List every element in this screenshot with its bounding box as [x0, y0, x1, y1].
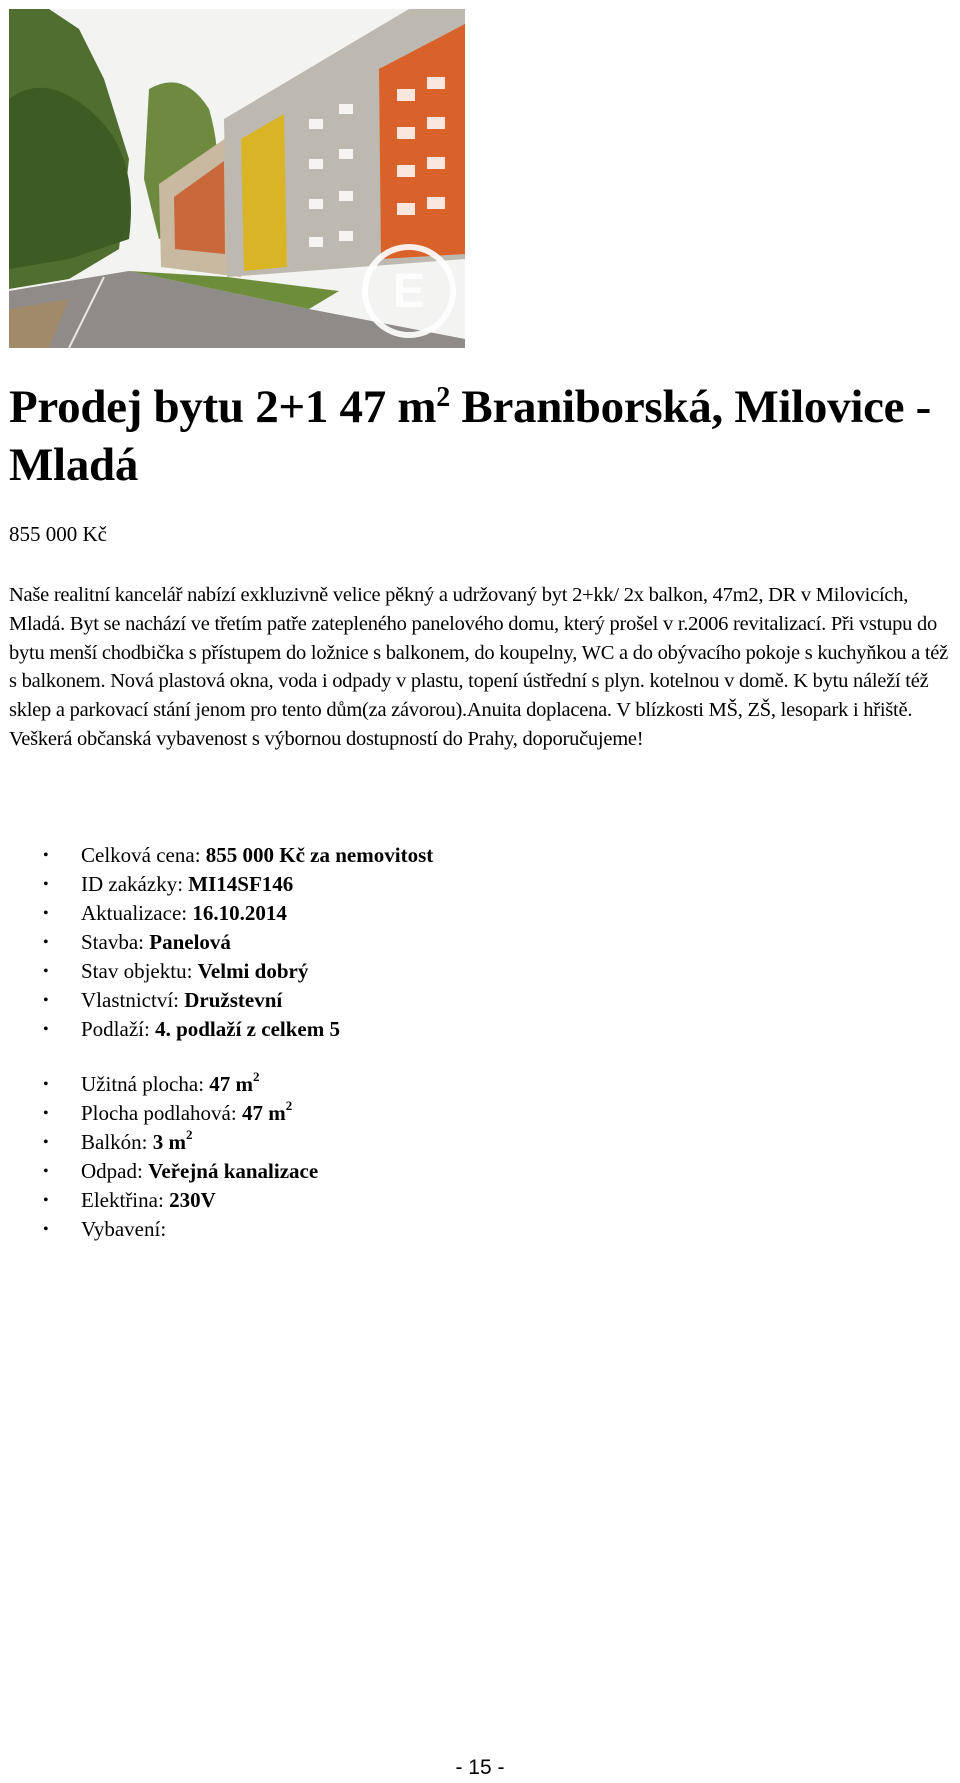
detail-label: Užitná plocha: — [81, 1072, 210, 1096]
detail-item — [0, 1099, 318, 1128]
bullet-icon: • — [43, 876, 49, 893]
detail-unit-superscript: 2 — [253, 1069, 260, 1084]
detail-value: 47 m — [241, 1101, 286, 1125]
detail-value: Velmi dobrý — [197, 959, 309, 983]
bullet-icon: • — [43, 1021, 49, 1038]
page-title — [9, 378, 939, 494]
bullet-icon: • — [43, 1076, 49, 1093]
detail-label: ID zakázky: — [81, 872, 189, 896]
detail-unit-superscript: 2 — [285, 1098, 293, 1113]
details-list-2 — [0, 1070, 318, 1244]
bullet-icon: • — [43, 905, 49, 922]
bullet-icon: • — [43, 1221, 49, 1238]
detail-value: 230V — [169, 1188, 216, 1212]
detail-label: Stavba: — [81, 930, 150, 954]
description: Naše realitní kancelář nabízí exkluzivně velice pěkný a udržovaný byt 2+kk/ 2x balkon, 47m2, DR v Milovicích, Mladá. Byt se nachází ve třetím patře zatepleného panelového domu, který prošel v r.2006 revitalizací. Při vstupu do bytu menší chodbička s přístupem do ložnice s balkonem, do koupelny, WC a do obývacího pokoje s kuchyňkou a též s balkonem. Nová plastová okna, voda i odpady v plastu, topení ústřední s plyn. kotelnou v domě. K bytu náleží též sklep a parkovací stání jenom pro tento dům(za závorou).Anuita doplacena. V blízkosti MŠ, ZŠ, lesopark i hřiště. Veškerá občanská vybavenost s výbornou dostupností do Prahy, doporučujeme! — [9, 584, 948, 750]
detail-item — [0, 928, 433, 957]
bullet-icon: • — [43, 1105, 49, 1122]
detail-item — [0, 841, 433, 870]
detail-label: Vybavení: — [81, 1217, 167, 1241]
detail-item — [0, 1128, 318, 1157]
detail-value: Veřejná kanalizace — [148, 1159, 319, 1183]
detail-item — [0, 986, 433, 1015]
bullet-icon: • — [43, 847, 49, 864]
detail-value: 855 000 Kč za nemovitost — [205, 843, 434, 867]
details-list — [0, 841, 433, 1044]
detail-value: 47 m — [209, 1072, 254, 1096]
detail-label: Vlastnictví: — [81, 988, 185, 1012]
property-photo-image — [9, 9, 465, 348]
price: 855 000 Kč — [9, 522, 107, 546]
detail-item — [0, 1015, 433, 1044]
bullet-icon: • — [43, 963, 49, 980]
detail-item — [0, 870, 433, 899]
bullet-icon: • — [43, 1192, 49, 1209]
bullet-icon: • — [43, 992, 49, 1009]
bullet-icon: • — [43, 1134, 49, 1151]
bullet-icon: • — [43, 934, 49, 951]
title-superscript: 2 — [436, 382, 450, 413]
detail-item — [0, 899, 433, 928]
detail-item — [0, 1157, 318, 1186]
detail-value: 16.10.2014 — [192, 901, 287, 925]
detail-value: Družstevní — [184, 988, 283, 1012]
detail-unit-superscript: 2 — [186, 1127, 193, 1142]
bullet-icon: • — [43, 1163, 49, 1180]
detail-item — [0, 1186, 318, 1215]
page-number: - 15 - — [455, 1756, 505, 1779]
detail-item — [0, 957, 433, 986]
detail-label: Elektřina: — [81, 1188, 170, 1212]
detail-label: Celková cena: — [81, 843, 206, 867]
detail-label: Stav objektu: — [81, 959, 198, 983]
detail-label: Aktualizace: — [81, 901, 193, 925]
detail-item — [0, 1070, 318, 1099]
title-text-after: Braniborská, Milovice - Mladá — [9, 381, 931, 491]
watermark-letter: E — [392, 265, 426, 318]
property-photo — [9, 9, 465, 348]
detail-item — [0, 1215, 318, 1244]
detail-label: Plocha podlahová: — [81, 1101, 242, 1125]
detail-label: Balkón: — [81, 1130, 153, 1154]
detail-value: 3 m — [152, 1130, 186, 1154]
detail-value: Panelová — [149, 930, 231, 954]
detail-label: Odpad: — [81, 1159, 149, 1183]
detail-value: MI14SF146 — [188, 872, 294, 896]
detail-value: 4. podlaží z celkem 5 — [155, 1017, 340, 1041]
title-text-before: Prodej bytu 2+1 47 m — [9, 381, 437, 433]
detail-label: Podlaží: — [81, 1017, 156, 1041]
